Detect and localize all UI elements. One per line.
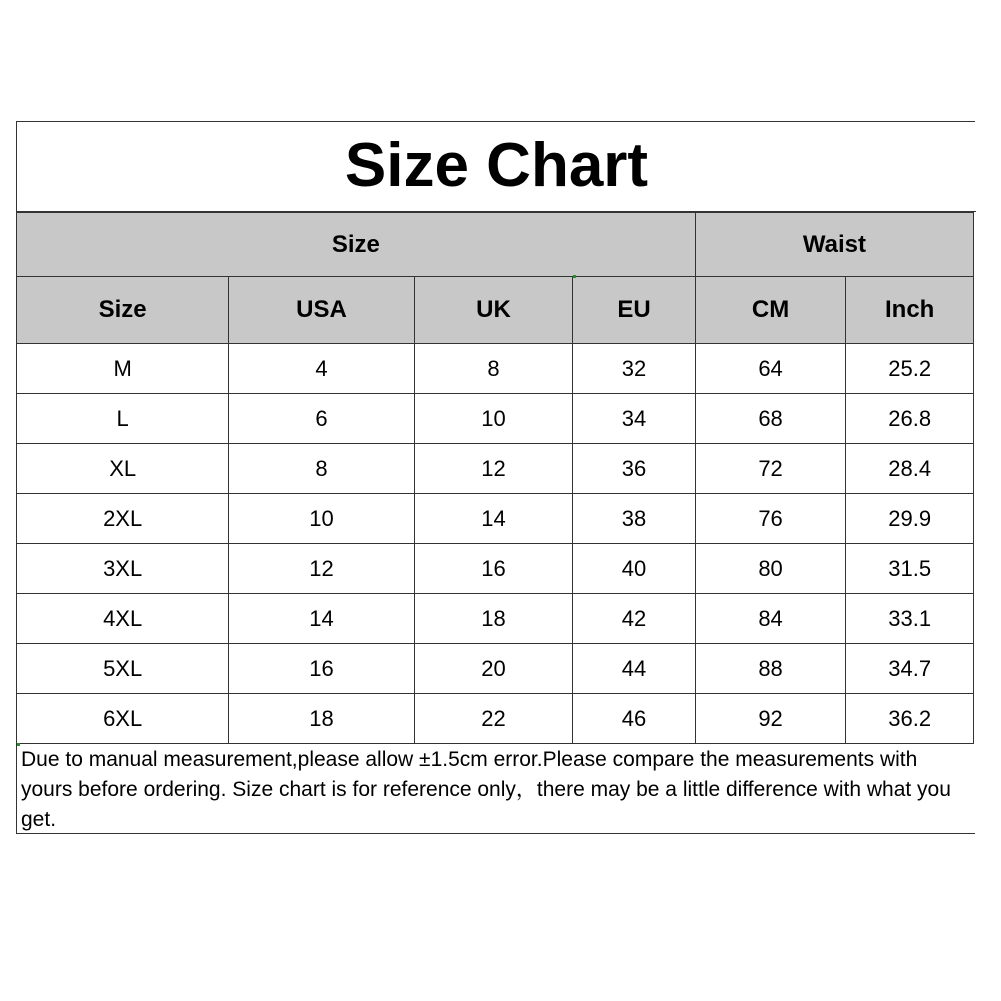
size-table [16,212,974,744]
cell-usa: 4 [229,344,414,394]
column-header-cm: CM [695,277,846,344]
cell-marker [17,743,20,746]
cell-eu: 46 [573,694,696,744]
cell-usa: 10 [229,494,414,544]
cell-inch: 25.2 [846,344,974,394]
cell-uk: 10 [414,394,572,444]
column-header-size: Size [17,277,229,344]
cell-uk: 16 [414,544,572,594]
title-band [17,122,976,212]
cell-cm: 72 [695,444,846,494]
cell-eu: 42 [573,594,696,644]
cell-uk: 22 [414,694,572,744]
cell-size: L [17,394,229,444]
page-title: Size Chart [344,131,649,200]
cell-eu: 34 [573,394,696,444]
cell-size: M [17,344,229,394]
table-row [17,644,974,694]
cell-uk: 20 [414,644,572,694]
column-header-eu: EU [573,277,696,344]
table-row [17,544,974,594]
cell-size: 6XL [17,694,229,744]
cell-inch: 26.8 [846,394,974,444]
cell-cm: 88 [695,644,846,694]
cell-inch: 34.7 [846,644,974,694]
cell-inch: 36.2 [846,694,974,744]
table-row [17,494,974,544]
cell-inch: 31.5 [846,544,974,594]
group-header-waist: Waist [695,213,973,277]
cell-size: 5XL [17,644,229,694]
table-row [17,594,974,644]
cell-size: XL [17,444,229,494]
cell-cm: 92 [695,694,846,744]
cell-marker [573,275,576,278]
cell-usa: 12 [229,544,414,594]
cell-usa: 8 [229,444,414,494]
cell-eu: 40 [573,544,696,594]
table-row [17,444,974,494]
cell-usa: 14 [229,594,414,644]
cell-size: 2XL [17,494,229,544]
cell-uk: 18 [414,594,572,644]
cell-inch: 29.9 [846,494,974,544]
column-header-row [17,277,974,344]
cell-uk: 14 [414,494,572,544]
cell-eu: 38 [573,494,696,544]
cell-eu: 44 [573,644,696,694]
group-header-size: Size [17,213,696,277]
cell-eu: 32 [573,344,696,394]
cell-cm: 84 [695,594,846,644]
column-header-inch: Inch [846,277,974,344]
cell-cm: 64 [695,344,846,394]
cell-size: 3XL [17,544,229,594]
cell-inch: 28.4 [846,444,974,494]
table-row [17,394,974,444]
column-header-uk: UK [414,277,572,344]
column-header-usa: USA [229,277,414,344]
cell-cm: 68 [695,394,846,444]
cell-cm: 80 [695,544,846,594]
cell-eu: 36 [573,444,696,494]
size-chart-sheet [16,121,975,834]
cell-uk: 8 [414,344,572,394]
cell-uk: 12 [414,444,572,494]
group-header-row [17,213,974,277]
table-row [17,344,974,394]
cell-usa: 16 [229,644,414,694]
cell-usa: 18 [229,694,414,744]
cell-size: 4XL [17,594,229,644]
table-row [17,694,974,744]
cell-inch: 33.1 [846,594,974,644]
cell-usa: 6 [229,394,414,444]
cell-cm: 76 [695,494,846,544]
measurement-note: Due to manual measurement,please allow ±1.5cm error.Please compare the measurements with yours before ordering. Size chart is for reference only，there may be a little difference with what you get. [21,748,951,831]
